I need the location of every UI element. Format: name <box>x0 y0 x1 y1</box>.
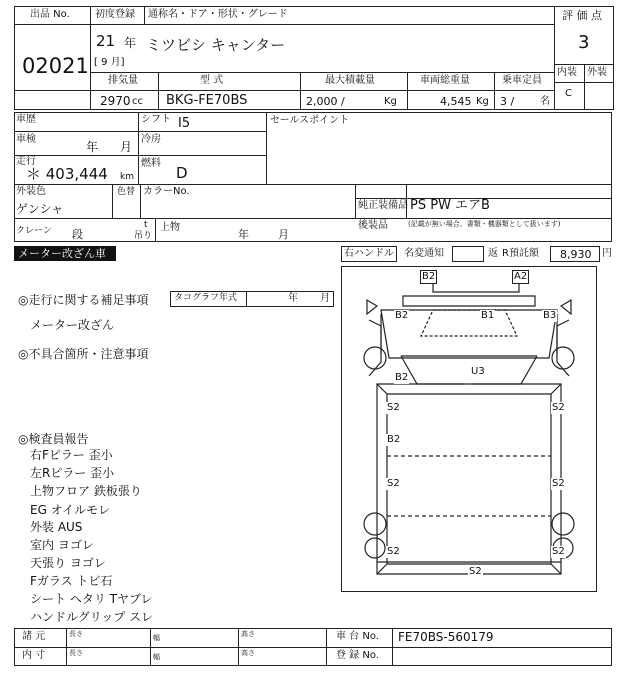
inspector-item: シート ヘタリ Tヤブレ <box>30 592 153 606</box>
dims-label: 諸 元 <box>22 631 46 642</box>
length-label: 長さ <box>69 649 83 657</box>
inspection-label: 車検 <box>16 134 36 145</box>
displacement-value: 2970 <box>100 94 131 108</box>
name-change-box <box>452 246 484 262</box>
width-label: 幅 <box>153 634 160 642</box>
inspector-item: 上物フロア 鉄板張り <box>30 484 142 498</box>
model-code-label: 型 式 <box>200 75 224 86</box>
tacho-month-unit: 月 <box>320 293 330 304</box>
bed-inner <box>387 394 551 564</box>
inspector-item: Fガラス トビ石 <box>30 574 113 588</box>
recycle-unit: 円 <box>602 248 612 259</box>
damage-mark: S2 <box>552 478 565 489</box>
displacement-label: 排気量 <box>108 75 138 86</box>
width-label: 幅 <box>153 653 160 661</box>
cab-front <box>403 296 535 306</box>
inspector-item: 室内 ヨゴレ <box>30 538 94 552</box>
inspection-year-unit: 年 <box>86 140 99 154</box>
inspector-item: 天張り ヨゴレ <box>30 556 106 570</box>
topload-year-unit: 年 <box>238 228 249 241</box>
roof-left <box>401 356 465 384</box>
crane-label: クレーン <box>16 226 52 236</box>
year-unit: 年 <box>124 36 137 50</box>
topload-month-unit: 月 <box>278 228 289 241</box>
gross-weight-value: 4,545 <box>440 95 472 108</box>
inspection-month-unit: 月 <box>120 140 133 154</box>
recycle-label: R預託額 <box>502 248 539 259</box>
max-load-value: 2,000 / <box>306 95 345 108</box>
capacity-value: 3 / <box>500 95 515 108</box>
driving-notes-label: ◎走行に関する補足事項 <box>18 293 149 307</box>
max-load-label: 最大積載量 <box>325 75 375 86</box>
fuel-value: D <box>176 164 188 182</box>
color-label: 外装色 <box>16 186 46 197</box>
color-value: ゲンシャ <box>16 202 64 216</box>
defects-label: ◎不具合箇所・注意事項 <box>18 347 149 361</box>
inspector-label: ◎検査員報告 <box>18 432 89 446</box>
height-label: 高さ <box>241 649 255 657</box>
gross-weight-label: 車両総重量 <box>420 75 470 86</box>
crane-lift-label: 吊り <box>134 231 153 241</box>
windshield <box>421 310 517 336</box>
model-name-label: 通称名・ドア・形状・グレード <box>148 9 288 20</box>
aftermarket-label: 後装品 <box>358 220 388 231</box>
mileage-value: ＊ 403,444 <box>26 165 108 183</box>
ac-label: 冷房 <box>141 134 161 145</box>
drive-side: 右ハンドル <box>344 248 394 259</box>
inspector-item: EG オイルモレ <box>30 503 111 517</box>
capacity-label: 乗車定員 <box>502 75 542 86</box>
aftermarket-note: (記載が無い場合、書類・機器類として扱います) <box>408 220 561 228</box>
inspector-item: 右Fピラー 歪小 <box>30 448 113 462</box>
damage-mark: S2 <box>387 402 400 413</box>
name-change-label: 名変通知 <box>404 248 444 259</box>
mirror-right <box>561 300 571 314</box>
tacho-year-unit: 年 <box>288 293 298 304</box>
damage-mark: B1 <box>481 310 495 321</box>
interior-score: C <box>565 88 572 99</box>
capacity-unit: 名 <box>540 96 550 107</box>
color-no-label: 色替 <box>117 187 136 197</box>
lot-no-label: 出品 No. <box>30 9 70 20</box>
damage-mark: S2 <box>387 546 400 557</box>
interior-dims-label: 内 寸 <box>22 650 46 661</box>
max-load-unit: Kg <box>384 96 397 107</box>
damage-mark: S2 <box>469 566 482 577</box>
chassis-no: FE70BS-560179 <box>398 630 494 644</box>
damage-mark: A2 <box>514 271 528 282</box>
chassis-label: 車 台 No. <box>336 631 379 642</box>
lot-no: 02021 <box>22 54 89 78</box>
truck-outline-svg <box>341 266 597 592</box>
exterior-label: 外装 <box>587 67 607 78</box>
wheel-front-right <box>552 347 574 369</box>
first-reg-label: 初度登録 <box>95 9 135 20</box>
damage-mark: S2 <box>552 402 565 413</box>
fuel-label: 燃料 <box>141 158 161 169</box>
tachograph-label: タコグラフ年式 <box>174 293 238 303</box>
mileage-unit: km <box>120 172 134 182</box>
tax-label: 返 <box>488 248 498 259</box>
reg-no-label: 登 録 No. <box>336 650 379 661</box>
gross-weight-unit: Kg <box>476 96 489 107</box>
height-label: 高さ <box>241 630 255 638</box>
damage-mark: B3 <box>543 310 557 321</box>
meter-tamper-banner: メーター改ざん車 <box>14 246 116 261</box>
mileage-label: 走行 <box>16 156 36 167</box>
wheel-front-left <box>364 347 386 369</box>
shift-label: シフト <box>141 114 171 125</box>
score-value: 3 <box>578 32 590 53</box>
first-reg-year: 21 <box>96 32 116 50</box>
bed-left-rail <box>377 384 561 574</box>
accessories-label: 純正装備品 <box>358 200 408 211</box>
wheel-rear-left-1 <box>364 513 386 535</box>
damage-mark: B2 <box>395 310 409 321</box>
score-label: 評 価 点 <box>562 9 602 22</box>
crane-step-unit: 段 <box>72 228 83 241</box>
sales-points-label: セールスポイント <box>270 115 350 126</box>
first-reg-month: [ 9 月] <box>94 57 125 68</box>
model-name: ミツビシ キャンター <box>146 36 286 54</box>
bed-floor-line <box>387 456 551 516</box>
inspector-item: 左Rピラー 歪小 <box>30 466 115 480</box>
interior-label: 内装 <box>557 67 577 78</box>
accessories-value: PS PW エアB <box>410 198 490 213</box>
recycle-value: 8,930 <box>560 248 592 261</box>
wheel-rear-right-1 <box>552 513 574 535</box>
inspector-item: ハンドルグリップ スレ <box>30 610 154 624</box>
damage-mark: S2 <box>387 478 400 489</box>
shift-value: I5 <box>178 116 191 131</box>
damage-mark: B2 <box>422 271 436 282</box>
inspector-item: 外装 AUS <box>30 520 83 534</box>
bed-outline <box>377 384 561 574</box>
damage-mark: S2 <box>552 546 565 557</box>
mirror-left <box>367 300 377 314</box>
model-code: BKG-FE70BS <box>166 93 248 108</box>
length-label: 長さ <box>69 630 83 638</box>
damage-mark: U3 <box>471 366 485 377</box>
color-code-label: カラーNo. <box>143 186 190 197</box>
history-label: 車歴 <box>16 114 36 125</box>
topload-label: 上物 <box>160 222 180 233</box>
wheel-rear-left-2 <box>365 538 385 558</box>
displacement-unit: cc <box>132 96 143 107</box>
crane-ton-unit: t <box>144 220 148 230</box>
front-bumper <box>433 278 519 292</box>
damage-mark: B2 <box>395 372 409 383</box>
damage-mark: B2 <box>387 434 401 445</box>
driving-note: メーター改ざん <box>30 318 115 332</box>
